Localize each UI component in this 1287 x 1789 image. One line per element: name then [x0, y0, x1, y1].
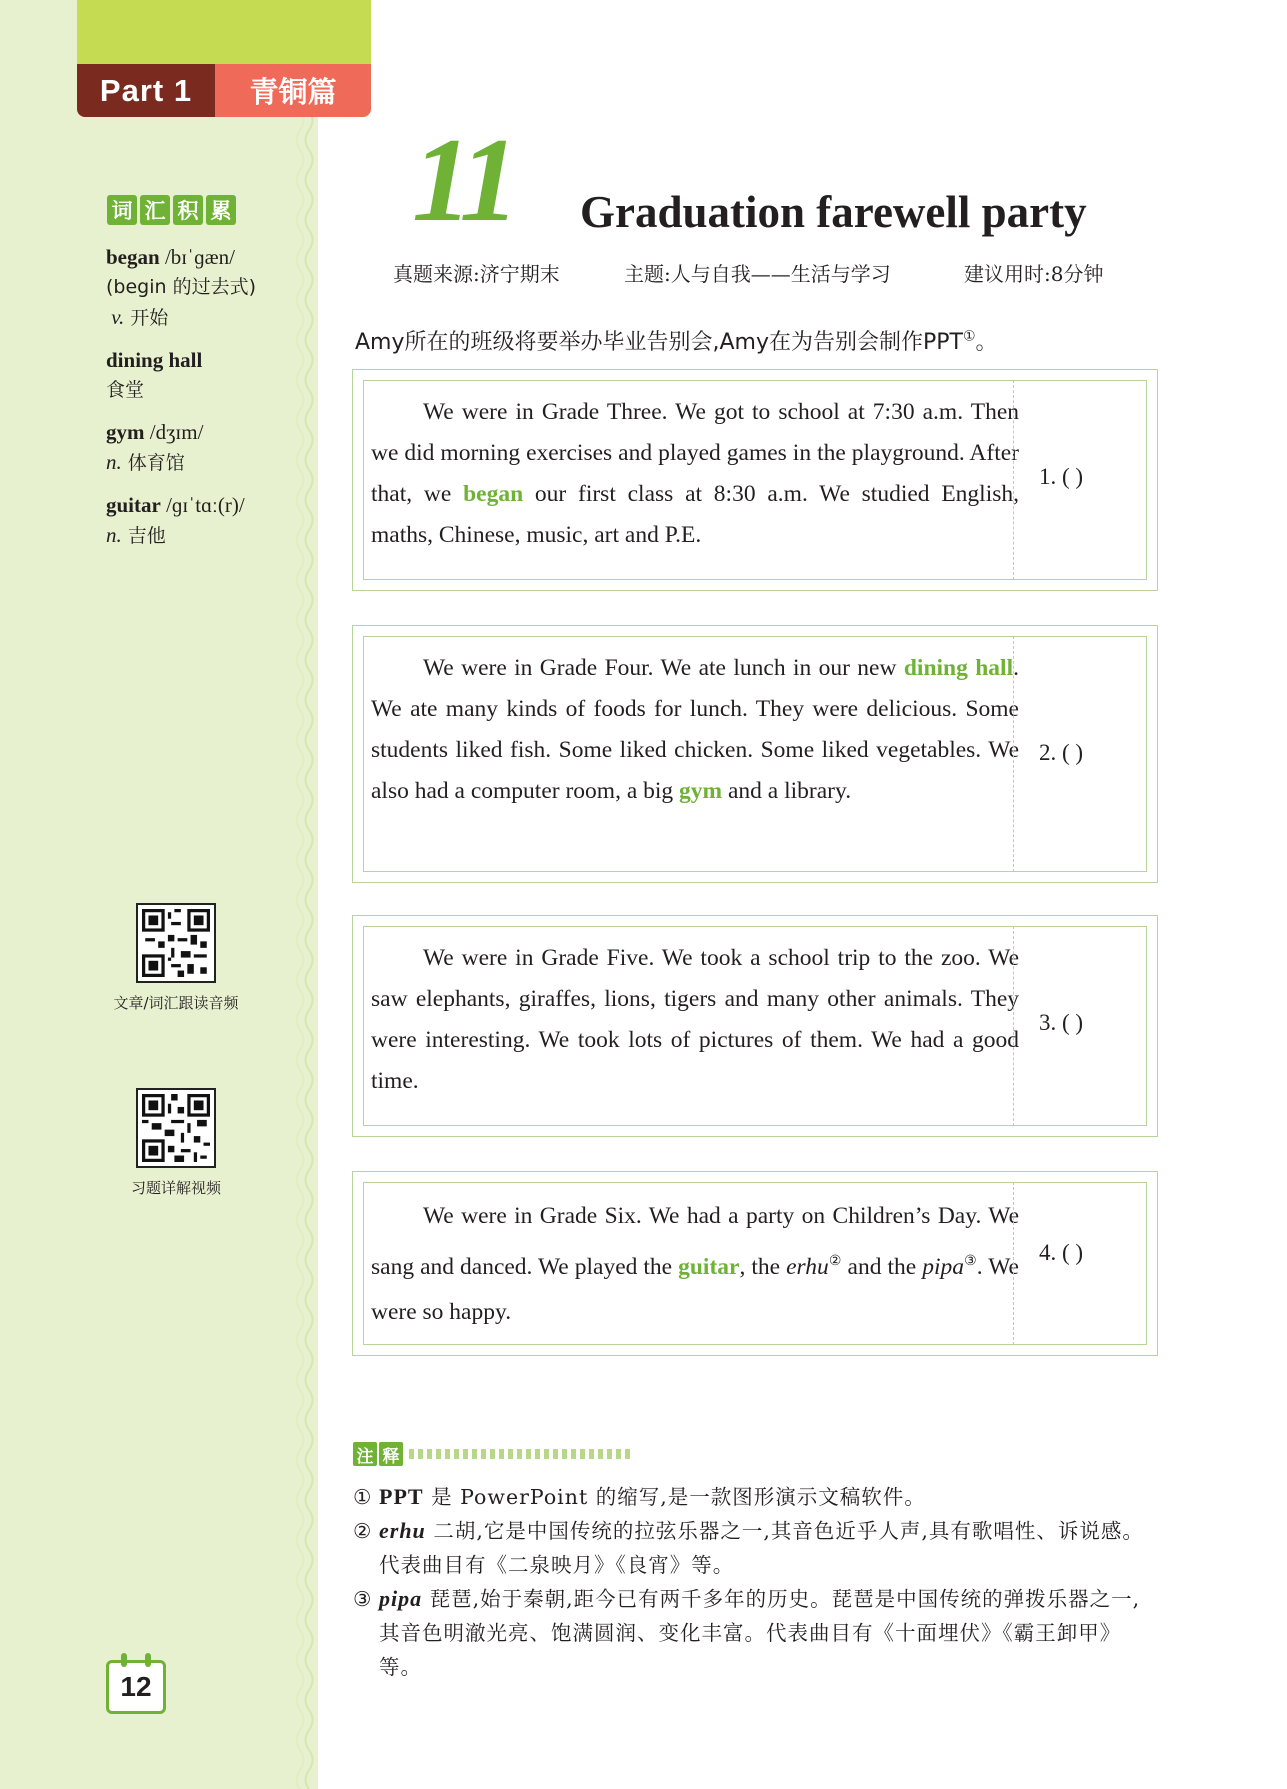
- note-text: 琵琶,始于秦朝,距今已有两千多年的历史。琵琶是中国传统的弹拨乐器之一,其音色明澈光亮、饱满圆润、变化丰富。代表曲目有《十面埋伏》《霸王卸甲》等。: [379, 1587, 1141, 1679]
- top-tab-band: [77, 0, 371, 64]
- passage-text: [371, 648, 1019, 812]
- qr-caption-video: 习题详解视频: [130, 1179, 221, 1197]
- part-name: 青铜篇: [215, 64, 371, 117]
- vocab-item-began: [106, 242, 306, 333]
- vocab-note: (begin 的过去式): [106, 276, 256, 298]
- vocab-meaning: 体育馆: [121, 452, 185, 474]
- qr-code-video[interactable]: [136, 1088, 216, 1168]
- note-keyword: PPT: [379, 1484, 424, 1509]
- notes-title-divider: [409, 1449, 634, 1459]
- meta-theme: 主题:人与自我——生活与学习: [624, 262, 891, 286]
- qr-code-audio[interactable]: [136, 903, 216, 983]
- footnote-mark: ③: [963, 1254, 977, 1269]
- vocab-title-char: 词: [107, 195, 137, 225]
- vocab-title-char: 累: [206, 195, 236, 225]
- vocab-item-gym: [106, 417, 306, 478]
- vocab-highlight: gym: [679, 778, 723, 804]
- vocab-title-char: 积: [173, 195, 203, 225]
- note-text: 二胡,它是中国传统的拉弦乐器之一,其音色近乎人声,具有歌唱性、诉说感。代表曲目有《二泉映月》《良宵》等。: [379, 1519, 1144, 1577]
- vocab-section-title: [107, 195, 236, 225]
- vocab-item-guitar: [106, 490, 306, 551]
- vocab-phonetic: /dʒɪm/: [144, 420, 204, 444]
- intro-body: Amy所在的班级将要举办毕业告别会,Amy在为告别会制作PPT: [355, 330, 963, 355]
- vocab-meaning: 食堂: [106, 379, 145, 401]
- vocab-phonetic: /bɪˈɡæn/: [159, 245, 235, 269]
- qr-caption-audio: 文章/词汇跟读音频: [113, 994, 239, 1012]
- answer-blank-2[interactable]: 2. ( ): [1039, 740, 1084, 765]
- passage-divider: [1013, 926, 1014, 1126]
- italic-term: pipa: [922, 1253, 964, 1280]
- passage-segment: and the: [841, 1253, 923, 1280]
- passage-segment: We were in Grade Four. We ate lunch in our new: [423, 655, 904, 681]
- notes-list: [353, 1480, 1159, 1684]
- qr-code-icon: [142, 909, 210, 977]
- vocab-title-char: 汇: [140, 195, 170, 225]
- qr-code-icon: [142, 1094, 210, 1162]
- intro-end: 。: [975, 330, 998, 355]
- vocab-list: [106, 242, 306, 563]
- passage-text: [371, 938, 1019, 1102]
- passage-segment: . We were so happy.: [371, 1253, 1019, 1325]
- vocab-pos: v.: [111, 305, 125, 329]
- note-keyword: pipa: [379, 1586, 423, 1611]
- passage-segment: We were in Grade Five. We took a school trip to the zoo. We saw elephants, giraffes, lions, tigers and many other animals. They were interesting. We took lots of pictures of them. We had a good time.: [371, 945, 1019, 1094]
- passage-box-2: [352, 625, 1158, 883]
- vocab-word: began: [106, 245, 160, 269]
- lesson-number: 11: [412, 113, 514, 246]
- note-number: ①: [353, 1485, 372, 1509]
- italic-term: erhu: [786, 1253, 829, 1280]
- note-number: ②: [353, 1519, 372, 1543]
- note-keyword: erhu: [379, 1518, 426, 1543]
- passage-text: [371, 1194, 1019, 1335]
- meta-time: 建议用时:8分钟: [964, 262, 1104, 286]
- passage-segment: . We ate many kinds of foods for lunch. They were delicious. Some students liked fish. Some liked chicken. Some liked vegetables. We also had a computer room, a big: [371, 655, 1019, 804]
- answer-blank-4[interactable]: 4. ( ): [1039, 1240, 1084, 1265]
- vocab-pos: n.: [106, 523, 122, 547]
- lesson-title: Graduation farewell party: [580, 187, 1087, 237]
- passage-text: [371, 392, 1019, 556]
- vocab-phonetic: /ɡɪˈtɑː(r)/: [160, 493, 245, 517]
- note-number: ③: [353, 1587, 372, 1611]
- passage-divider: [1013, 380, 1014, 580]
- answer-blank-3[interactable]: 3. ( ): [1039, 1010, 1084, 1035]
- note-item-2: [353, 1514, 1159, 1582]
- vocab-highlight: guitar: [678, 1253, 740, 1280]
- note-text: 是 PowerPoint 的缩写,是一款图形演示文稿软件。: [423, 1485, 926, 1509]
- vocab-highlight: began: [463, 481, 524, 507]
- vocab-meaning: 开始: [124, 307, 169, 329]
- answer-blank-1[interactable]: 1. ( ): [1039, 464, 1084, 489]
- passage-segment: our first class at 8:30 a.m. We studied English, maths, Chinese, music, art and P.E.: [371, 481, 1019, 548]
- vocab-word: gym: [106, 420, 145, 444]
- vocab-item-dining-hall: [106, 345, 306, 405]
- footnote-mark: ②: [828, 1254, 842, 1269]
- passage-divider: [1013, 1182, 1014, 1345]
- note-item-1: [353, 1480, 1159, 1514]
- notes-title: [353, 1442, 634, 1466]
- passage-box-4: [352, 1171, 1158, 1356]
- vocab-pos: n.: [106, 450, 122, 474]
- passage-segment: , the: [739, 1253, 787, 1280]
- notes-title-char: 注: [353, 1442, 377, 1466]
- passage-box-3: [352, 915, 1158, 1137]
- passage-segment: We were in Grade Three. We got to school at 7:30 a.m. Then we did morning exercises and played games in the playground. After that, we: [371, 399, 1019, 507]
- footnote-mark: ①: [962, 328, 976, 345]
- vocab-word: guitar: [106, 493, 161, 517]
- notes-title-char: 释: [379, 1442, 403, 1466]
- passage-segment: and a library.: [722, 778, 852, 804]
- page-number: 12: [106, 1660, 166, 1714]
- note-item-3: [353, 1582, 1159, 1684]
- passage-divider: [1013, 636, 1014, 872]
- meta-source: 真题来源:济宁期末: [393, 262, 560, 286]
- vocab-word: dining hall: [106, 348, 203, 372]
- intro-text: [355, 325, 998, 356]
- passage-segment: We were in Grade Six. We had a party on Children’s Day. We sang and danced. We played the: [371, 1203, 1019, 1280]
- vocab-highlight: dining hall: [903, 655, 1014, 681]
- passage-box-1: [352, 369, 1158, 591]
- part-label: Part 1: [77, 64, 215, 117]
- vocab-meaning: 吉他: [121, 525, 166, 547]
